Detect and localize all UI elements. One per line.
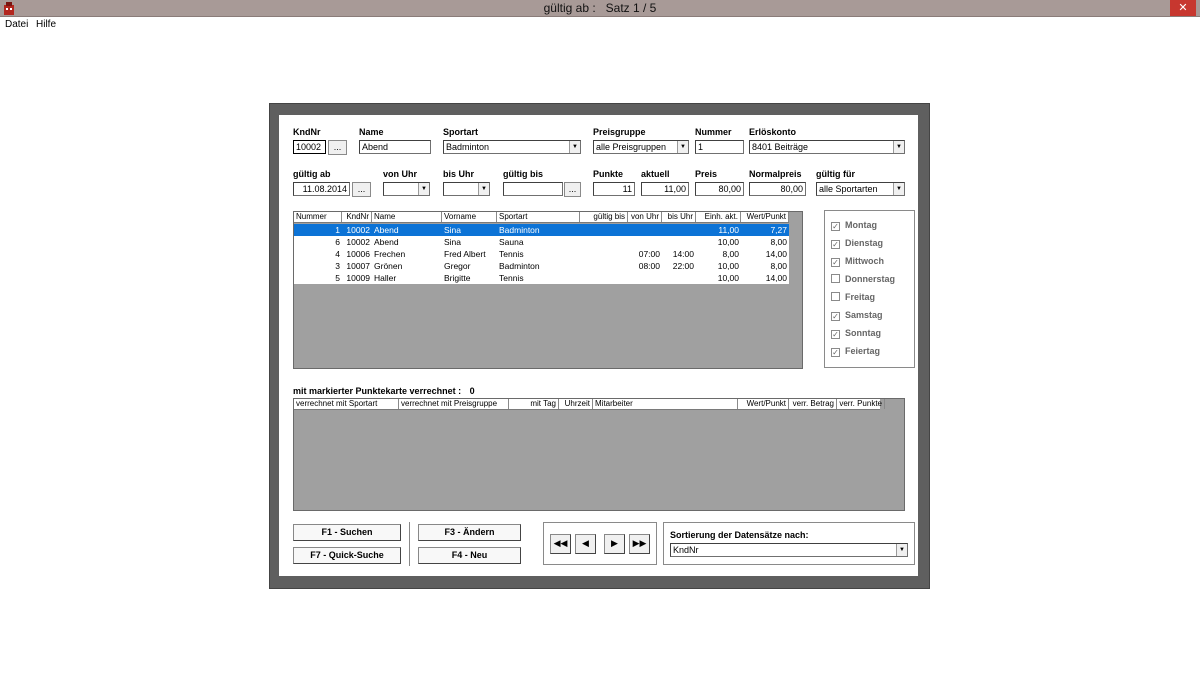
table-cell: [628, 272, 662, 284]
table-cell: 8,00: [722, 249, 739, 259]
column-header[interactable]: verrechnet mit Preisgruppe: [399, 399, 509, 409]
column-header[interactable]: mit Tag: [509, 399, 559, 409]
table-cell: Brigitte: [444, 273, 471, 283]
gueltig-fuer-value: alle Sportarten: [819, 184, 878, 194]
gueltig-fuer-select[interactable]: [816, 182, 905, 196]
column-header[interactable]: Wert/Punkt: [738, 399, 789, 409]
table-cell: [628, 236, 662, 248]
table-row[interactable]: [294, 260, 789, 272]
preisgruppe-value: alle Preisgruppen: [596, 142, 667, 152]
checkmark-icon[interactable]: ✓: [832, 240, 839, 249]
nummer-input[interactable]: 1: [695, 140, 744, 154]
von-uhr-select[interactable]: [383, 182, 430, 196]
gueltig-ab-input[interactable]: 11.08.2014: [293, 182, 350, 196]
table-cell: Sauna: [499, 237, 524, 247]
weekday-checkbox[interactable]: [831, 238, 883, 252]
column-header[interactable]: KndNr: [342, 212, 372, 222]
weekday-panel: [824, 210, 915, 368]
first-record-icon[interactable]: ◀◀: [550, 534, 571, 554]
aktuell-label: aktuell: [641, 169, 670, 179]
table-cell: Tennis: [499, 273, 524, 283]
menu-hilfe[interactable]: Hilfe: [36, 19, 57, 30]
sort-label: Sortierung der Datensätze nach:: [670, 530, 809, 540]
weekday-checkbox[interactable]: [831, 274, 895, 288]
chevron-down-icon[interactable]: ▼: [418, 183, 429, 195]
gueltig-ab-date-button[interactable]: ...: [352, 182, 371, 197]
von-uhr-label: von Uhr: [383, 169, 418, 179]
bis-uhr-label: bis Uhr: [443, 169, 475, 179]
weekday-checkbox[interactable]: [831, 220, 877, 234]
window-title: gültig ab : Satz 1 / 5: [543, 1, 657, 15]
column-header[interactable]: verr. Betrag: [789, 399, 837, 409]
button-separator: [409, 522, 410, 566]
gueltig-bis-date-button[interactable]: ...: [564, 182, 581, 197]
column-header[interactable]: Sportart: [497, 212, 580, 222]
column-header[interactable]: Nummer: [294, 212, 342, 222]
previous-record-icon[interactable]: ◀: [575, 534, 596, 554]
table-cell: Grönen: [374, 261, 403, 271]
erloeskonto-select[interactable]: [749, 140, 905, 154]
table-cell: 8,00: [770, 237, 787, 247]
table-cell: 4: [335, 249, 340, 259]
table-cell: 7,27: [770, 225, 787, 235]
erloeskonto-label: Erlöskonto: [749, 127, 797, 137]
table-row[interactable]: [294, 236, 789, 248]
checkmark-icon[interactable]: ✓: [832, 330, 839, 339]
name-input[interactable]: Abend: [359, 140, 431, 154]
table-cell: 10002: [346, 225, 370, 235]
table-cell: Sina: [444, 237, 462, 247]
column-header[interactable]: Vorname: [442, 212, 497, 222]
name-label: Name: [359, 127, 384, 137]
table-cell: [580, 248, 628, 260]
table-cell: 8,00: [770, 261, 787, 271]
table-cell: Abend: [374, 237, 399, 247]
table-cell: [580, 260, 628, 272]
table-cell: Fred Albert: [444, 249, 486, 259]
weekday-checkbox[interactable]: [831, 310, 883, 324]
table-row[interactable]: [294, 272, 789, 284]
sort-value: KndNr: [673, 545, 699, 555]
preis-input[interactable]: 80,00: [695, 182, 744, 196]
punktekarte-count: 0: [469, 386, 475, 396]
aktuell-input[interactable]: 11,00: [641, 182, 689, 196]
title-bar: [0, 0, 1200, 17]
table-cell: Badminton: [499, 225, 540, 235]
checkbox-icon[interactable]: [831, 292, 840, 301]
chevron-down-icon[interactable]: ▼: [478, 183, 489, 195]
sort-panel: [663, 522, 915, 565]
record-navigation: [543, 522, 657, 565]
sort-select[interactable]: [670, 543, 908, 557]
punktekarte-table-header: [294, 399, 880, 410]
table-cell: [580, 272, 628, 284]
table-cell: 5: [335, 273, 340, 283]
column-header[interactable]: bis Uhr: [662, 212, 696, 222]
table-cell: 10,00: [717, 273, 739, 283]
weekday-label: Mittwoch: [845, 256, 884, 266]
table-cell: 10,00: [717, 261, 739, 271]
sportart-select[interactable]: [443, 140, 581, 154]
table-cell: [628, 224, 662, 236]
table-cell: Abend: [374, 225, 399, 235]
normalpreis-input[interactable]: 80,00: [749, 182, 806, 196]
column-header[interactable]: gültig bis: [580, 212, 628, 222]
table-cell: Tennis: [499, 249, 524, 259]
table-cell: Sina: [444, 225, 462, 235]
bis-uhr-select[interactable]: [443, 182, 490, 196]
table-cell: 1: [335, 225, 340, 235]
gueltig-ab-label: gültig ab: [293, 169, 331, 179]
chevron-down-icon[interactable]: ▼: [569, 141, 580, 153]
weekday-checkbox[interactable]: [831, 328, 881, 342]
last-record-icon[interactable]: ▶▶: [629, 534, 650, 554]
column-header[interactable]: von Uhr: [628, 212, 662, 222]
gueltig-fuer-label: gültig für: [816, 169, 855, 179]
preisgruppe-select[interactable]: [593, 140, 689, 154]
table-cell: [580, 236, 628, 248]
table-cell: [662, 272, 696, 284]
weekday-label: Dienstag: [845, 238, 884, 248]
chevron-down-icon[interactable]: ▼: [677, 141, 688, 153]
menu-bar: [0, 17, 1200, 32]
chevron-down-icon[interactable]: ▼: [896, 544, 907, 556]
sportart-value: Badminton: [446, 142, 490, 152]
search-button[interactable]: F1 - Suchen: [293, 524, 401, 541]
table-cell: [580, 224, 628, 236]
weekday-checkbox[interactable]: [831, 346, 880, 360]
column-header[interactable]: Name: [372, 212, 442, 222]
kndnr-label: KndNr: [293, 127, 321, 137]
column-header[interactable]: Uhrzeit: [559, 399, 593, 409]
weekday-label: Feiertag: [845, 346, 881, 356]
table-cell: 10009: [346, 273, 370, 283]
table-row[interactable]: [294, 224, 789, 236]
chevron-down-icon[interactable]: ▼: [893, 183, 904, 195]
weekday-checkbox[interactable]: [831, 256, 884, 270]
column-header[interactable]: verrechnet mit Sportart: [294, 399, 399, 409]
punktekarte-text: mit markierter Punktekarte verrechnet :: [293, 386, 462, 396]
weekday-label: Samstag: [845, 310, 883, 320]
weekday-checkbox[interactable]: [831, 292, 875, 306]
table-cell: 11,00: [718, 225, 739, 235]
sportart-label: Sportart: [443, 127, 479, 137]
nummer-label: Nummer: [695, 127, 732, 137]
weekday-label: Donnerstag: [845, 274, 896, 284]
chevron-down-icon[interactable]: ▼: [893, 141, 904, 153]
punktekarte-label: [293, 386, 475, 396]
erloeskonto-value: 8401 Beiträge: [752, 142, 809, 152]
table-cell: 6: [335, 237, 340, 247]
punktekarte-table[interactable]: [293, 398, 905, 511]
checkmark-icon[interactable]: ✓: [832, 312, 839, 321]
preisgruppe-label: Preisgruppe: [593, 127, 646, 137]
table-cell: Badminton: [499, 261, 540, 271]
table-cell: [662, 236, 696, 248]
weekday-label: Montag: [845, 220, 877, 230]
table-cell: Haller: [374, 273, 397, 283]
checkbox-icon[interactable]: [831, 274, 840, 283]
table-header: [294, 212, 789, 223]
punkte-label: Punkte: [593, 169, 624, 179]
quick-search-button[interactable]: F7 - Quick-Suche: [293, 547, 401, 564]
punkte-input[interactable]: 11: [593, 182, 635, 196]
dialog-frame: [269, 103, 930, 589]
table-cell: 14:00: [672, 249, 694, 259]
table-cell: 07:00: [638, 249, 660, 259]
weekday-label: Freitag: [845, 292, 876, 302]
weekday-label: Sonntag: [845, 328, 881, 338]
new-button[interactable]: F4 - Neu: [418, 547, 521, 564]
table-cell: [662, 224, 696, 236]
gueltig-bis-input[interactable]: [503, 182, 563, 196]
kndnr-input[interactable]: 10002: [293, 140, 326, 154]
table-cell: 22:00: [672, 261, 694, 271]
edit-button[interactable]: F3 - Ändern: [418, 524, 521, 541]
checkmark-icon[interactable]: ✓: [832, 348, 839, 357]
checkmark-icon[interactable]: ✓: [832, 258, 839, 267]
menu-datei[interactable]: Datei: [5, 19, 29, 30]
kndnr-lookup-button[interactable]: ...: [328, 140, 347, 155]
table-row[interactable]: [294, 248, 789, 260]
table-cell: Gregor: [444, 261, 471, 271]
table-cell: 08:00: [638, 261, 660, 271]
table-cell: 10,00: [717, 237, 739, 247]
close-button[interactable]: ✕: [1170, 0, 1196, 16]
table-cell: Frechen: [374, 249, 406, 259]
records-table[interactable]: [293, 211, 803, 369]
column-header[interactable]: Einh. akt.: [696, 212, 741, 222]
column-header[interactable]: Mitarbeiter: [593, 399, 738, 409]
preis-label: Preis: [695, 169, 718, 179]
column-header[interactable]: Wert/Punkt: [741, 212, 789, 222]
next-record-icon[interactable]: ▶: [604, 534, 625, 554]
table-cell: 14,00: [765, 273, 787, 283]
form-panel: [279, 115, 918, 576]
table-cell: 10006: [346, 249, 370, 259]
table-cell: 3: [335, 261, 340, 271]
column-header[interactable]: verr. Punkte: [837, 399, 885, 409]
table-cell: 14,00: [765, 249, 787, 259]
normalpreis-label: Normalpreis: [749, 169, 802, 179]
checkmark-icon[interactable]: ✓: [832, 222, 839, 231]
table-cell: 10007: [346, 261, 370, 271]
table-cell: 10002: [346, 237, 370, 247]
gueltig-bis-label: gültig bis: [503, 169, 543, 179]
